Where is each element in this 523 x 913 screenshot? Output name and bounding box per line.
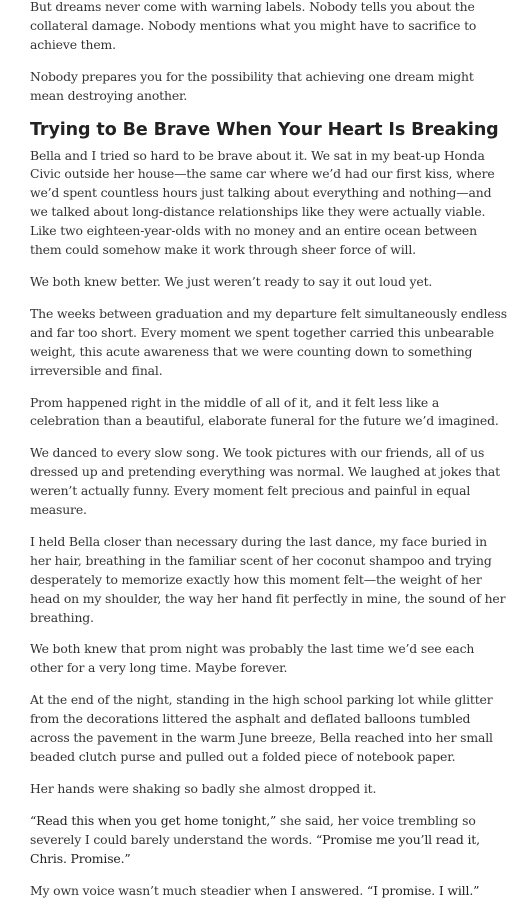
dialogue-quote: “Read this when you get home tonight,” [30, 812, 277, 828]
paragraph: We both knew better. We just weren’t ready to say it out loud yet. [30, 273, 433, 289]
paragraph: But dreams never come with warning labels. Nobody tells you about the collateral damage. Nobody mentions what you might have to sacrifice to achieve them. [30, 0, 477, 52]
dialogue-narration: she said, her voice trembling so severely I could barely understand the words. [30, 812, 476, 847]
dialogue-narration: My own voice wasn’t much steadier when I answered. [30, 882, 367, 898]
section-heading: Trying to Be Brave When Your Heart Is Breaking [30, 119, 499, 140]
dialogue-quote: “I promise. I will.” [366, 882, 480, 898]
paragraph: Bella and I tried so hard to be brave about it. We sat in my beat-up Honda Civic outside her house—the same car where we’d had our first kiss, where we’d spent countless hours just talking about everything and nothing—and we talked about long-distance relationships like they were actually viable. Like two eighteen-year-olds with no money and an entire ocean between them could somehow make it work through sheer force of will. [30, 147, 495, 258]
dialogue-paragraph [30, 812, 508, 869]
dialogue-quote: “Promise me you’ll read it, Chris. Promise.” [30, 831, 480, 866]
article-body [30, 0, 508, 913]
paragraph: Nobody prepares you for the possibility that achieving one dream might mean destroying another. [30, 68, 474, 103]
paragraph: Prom happened right in the middle of all of it, and it felt less like a celebration than a beautiful, elaborate funeral for the future we’d imagined. [30, 394, 499, 429]
paragraph: The weeks between graduation and my departure felt simultaneously endless and far too short. Every moment we spent together carried this unbearable weight, this acute awareness that we were counting down to something irreversible and final. [30, 305, 507, 378]
paragraph: I held Bella closer than necessary during the last dance, my face buried in her hair, breathing in the familiar scent of her coconut shampoo and trying desperately to memorize exactly how this moment felt—the weight of her head on my shoulder, the way her hand fit perfectly in mine, the sound of her breathing. [30, 533, 506, 625]
paragraph: We both knew that prom night was probably the last time we’d see each other for a very long time. Maybe forever. [30, 641, 475, 676]
paragraph: At the end of the night, standing in the high school parking lot while glitter from the decorations littered the asphalt and deflated balloons tumbled across the pavement in the warm June breeze, Bella reached into her small beaded clutch purse and pulled out a folded piece of notebook paper. [30, 692, 493, 764]
paragraph: We danced to every slow song. We took pictures with our friends, all of us dressed up and pretending everything was normal. We laughed at jokes that weren’t actually funny. Every moment felt precious and painful in equal measure. [30, 445, 500, 518]
paragraph: Her hands were shaking so badly she almost dropped it. [30, 780, 377, 796]
dialogue-paragraph [30, 882, 508, 901]
